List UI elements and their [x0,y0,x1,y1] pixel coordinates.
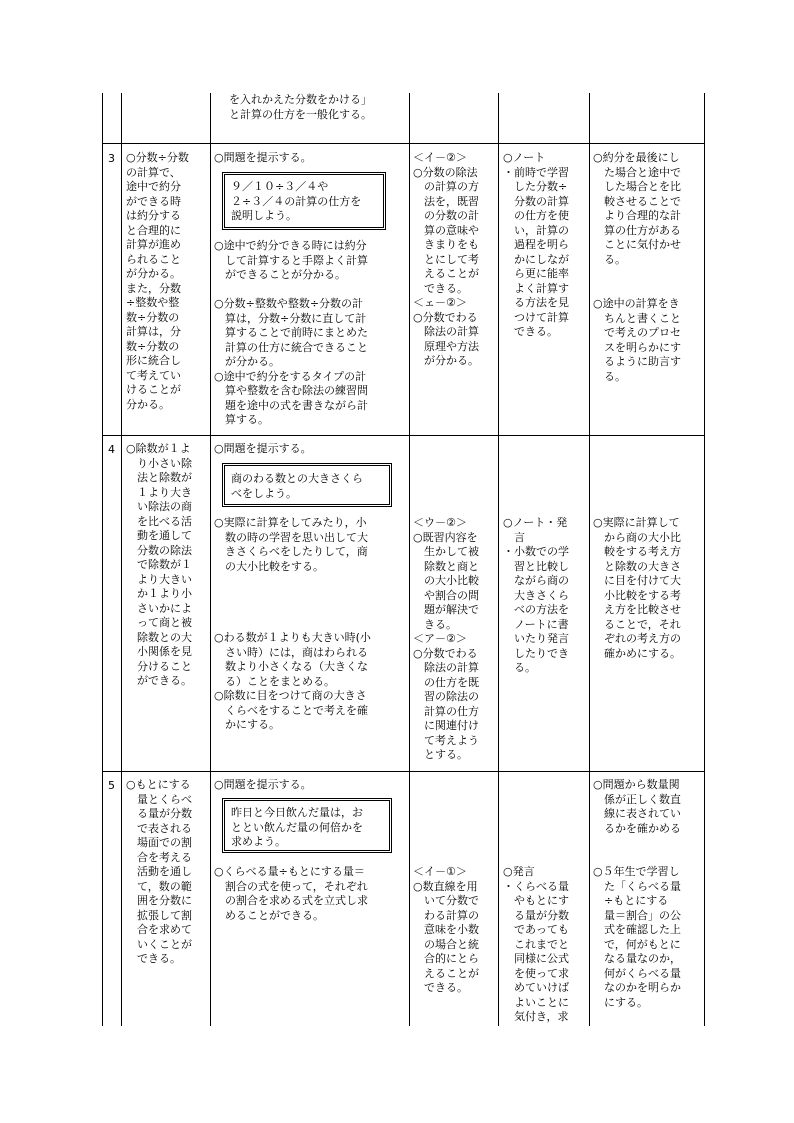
row-3-number: 3 [108,152,115,165]
row-4-support-1: ○実際に計算して から商の大小比 較をする考え方 と除数の大きさ に目を付けて大 小比較をする考 え方を比較させ ることで，それ ぞれの考え方の 確かめにする。 [593,516,681,660]
row-3-method: ○ノート ・前時で学習 した分数÷ 分数の計算 の仕方を使 い，計算の 過程を明ら かにしなが ら更に能率 よく計算す る方法を見 つけて計算 できる。 [503,151,569,338]
row-3-support-2: ○途中の計算をき ちんと書くこと で考えのプロセ スを明らかにす るように助言す る。 [593,297,681,383]
row-5-method: ○発言 ・くらべる量 やもとにす る量が分数 であっても これまでと 同様に公式 を使って求 めていけば よいことに 気付き，求 [503,865,569,1023]
row-3-goal: ○分数÷分数 の計算で、 途中で約分 ができる時 は約分する と合理的に 計算が進め られること が分かる。 また，分数 ÷整数や整 数÷分数の 計算は，分 数÷分数の 形に統合し て考えてい けることが 分かる。 [126,151,189,411]
row-4-activity-intro: ○問題を提示する。 [214,442,312,455]
row-separator-4 [102,435,705,436]
row-5-evaluation: ＜イ－①＞ ○数直線を用 いて分数で わる計算の 意味を小数 の場合と統 合的にとら えることが できる。 [413,865,479,994]
row-4-activity-step-1: ○実際に計算をしてみたり，小 数の時の学習を思い出して大 きさくらべをしたりして，商 の大小比較をする。 [214,516,368,573]
row-5-support-2: ○５年生で学習し た「くらべる量 ÷もとにする 量＝割合」の公 式を確認した上 で，何がもとに なる量なのか， 何がくらべる量 なのかを明らか にする。 [593,865,681,1009]
column-divider-method [498,93,499,1026]
prev-row-activity: を入れかえた分数をかける」 と計算の仕方を一般化する。 [229,93,372,121]
row-4-goal: ○除数が１よ り小さい除 法と除数が １より大き い除法の商 を比べる活 動を通して 分数の除法 で除数が１ より大きい か１より小 さいかによ って商と被 除数との大 小関係を見 分けること ができる。 [126,442,192,687]
row-3-problem-box [222,172,386,230]
row-4-activity-step-2: ○わる数が１よりも大きい時(小 さい時）には，商はわられる 数より小さくなる（大きくな る）ことをまとめる。 ○除数に目をつけて商の大きさ くらべをすることで考えを確 かにする。 [214,631,371,731]
row-4-evaluation: ＜ウ－②＞ ○既習内容を 生かして被 除数と商と の大小比較 や割合の問 題が解決で きる。 ＜ア－②＞ ○分数でわる 除法の計算 の仕方を既 習の除法の 計算の仕方 に関連付け て考えよう とする。 [413,516,479,761]
row-3-activity-step-2: ○分数÷整数や整数÷分数の計 算は，分数÷分数に直して計 算することで前時にまとめた 計算の仕方に統合できること が分かる。 ○途中で約分をするタイプの計 算や整数を含む除法の練習問 題を途中の式を書きながら計 算する。 [214,297,368,426]
row-5-activity-intro: ○問題を提示する。 [214,778,312,791]
column-divider-support [589,93,590,1026]
row-5-support-1: ○問題から数量関 係が正しく数直 線に表されてい るかを確かめる [593,778,681,835]
row-3-activity-intro: ○問題を提示する。 [214,151,312,164]
column-divider-evaluation [409,93,410,1026]
column-divider-activity [210,93,211,1026]
row-4-problem-text: 商のわる数との大きさくら べをしよう。 [231,472,363,500]
row-5-activity-step-1: ○くらべる量÷もとにする量＝ 割合の式を使って，それぞれ の割合を求める式を立式し求 めることができる。 [214,865,368,922]
row-3-activity-step-1: ○途中で約分できる時には約分 して計算すると手際よく計算 ができることが分かる。 [214,239,368,281]
row-4-problem-box [222,463,392,507]
row-5-problem-box [222,798,392,853]
row-separator-3 [102,143,705,144]
table-border-right [704,93,705,1026]
table-border-left [102,93,103,1026]
row-3-evaluation: ＜イ－②＞ ○分数の除法 の計算の方 法を，既習 の分数の計 算の意味や きまりをも とにして考 えることが できる。 ＜ェ－②＞ ○分数でわる 除法の計算 原理や方法 が分かる。 [413,151,479,367]
row-4-method: ○ノート・発 言 ・小数での学 習と比較し ながら商の 大きさくら べの方法を ノートに書 いたり発言 したりでき る。 [503,516,569,674]
row-separator-5 [102,771,705,772]
column-divider-goal [121,93,122,1026]
row-3-problem-text: ９／１０÷３／４や ２÷３／４の計算の仕方を 説明しよう。 [231,180,362,222]
row-5-goal: ○もとにする 量とくらべ る量が分数 で表される 場面での割 合を考える 活動を通し て，数の範 囲を分数に 拡張して割 合を求めて いくことが できる。 [126,778,192,965]
row-5-problem-text: 昨日と今日飲んだ量は，お ととい飲んだ量の何倍かを 求めよう。 [231,806,363,848]
row-4-number: 4 [108,443,115,456]
row-5-number: 5 [108,779,115,792]
row-3-support-1: ○約分を最後にし た場合と途中で した場合とを比 較させることで より合理的な計 算の仕方がある ことに気付かせ る。 [593,151,681,266]
